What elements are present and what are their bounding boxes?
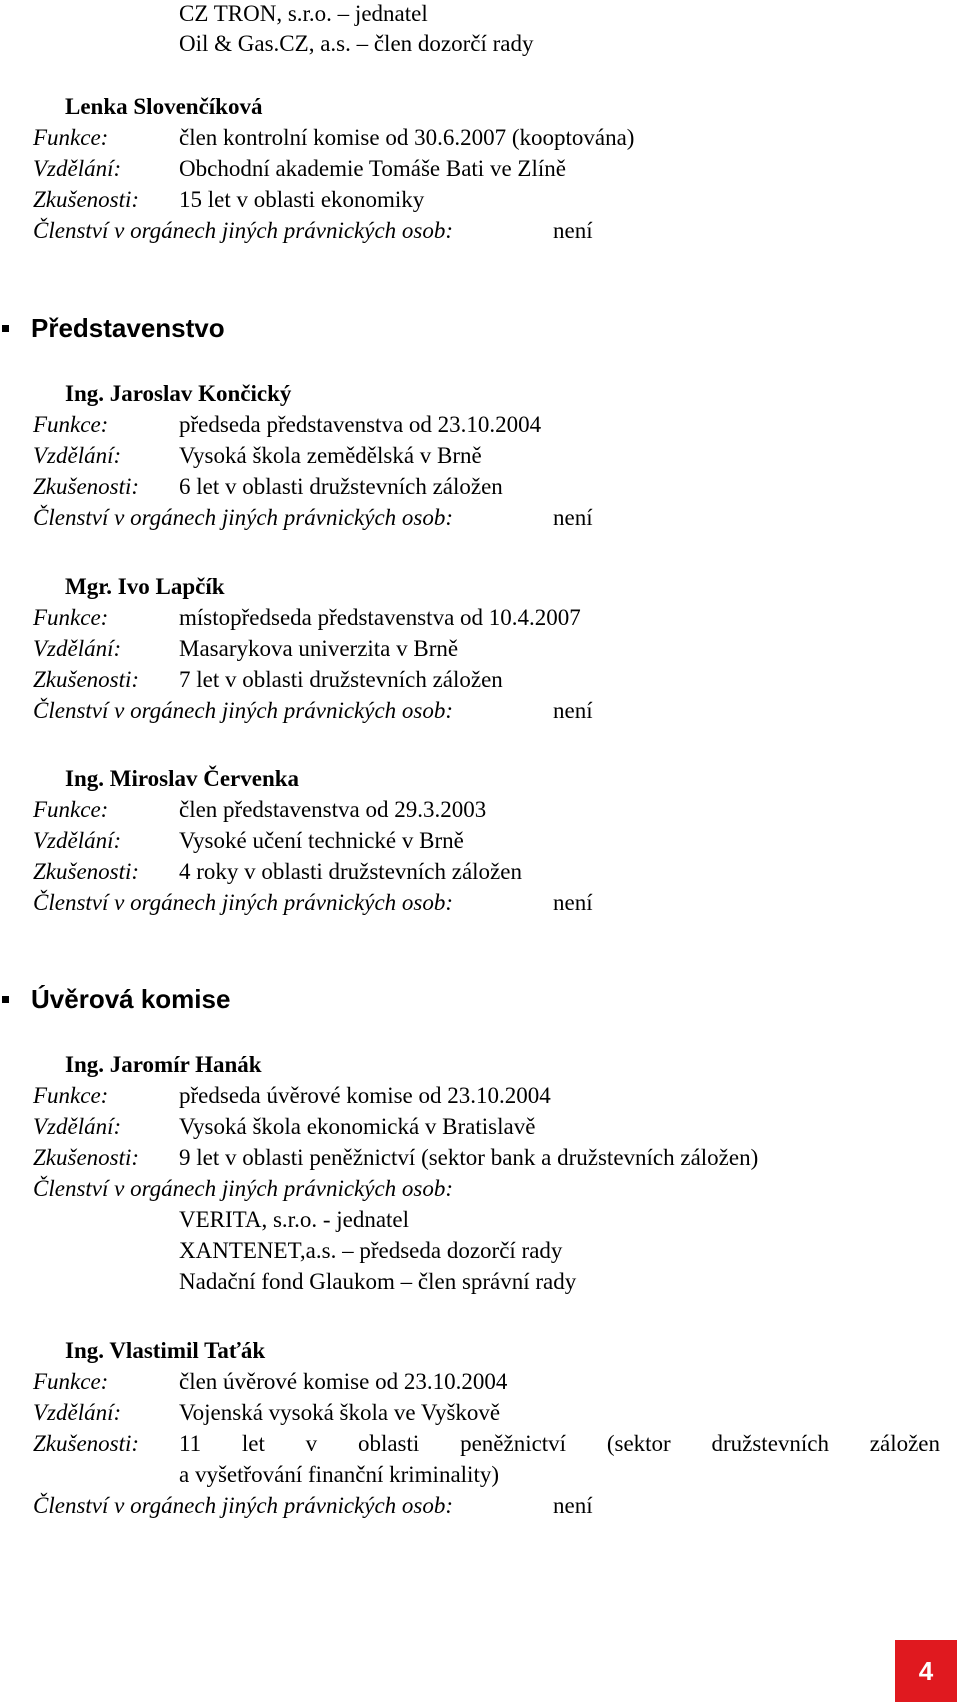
funkce-label: Funkce: xyxy=(33,412,109,437)
membership-line: CZ TRON, s.r.o. – jednatel xyxy=(179,1,428,26)
person-name: Ing. Jaromír Hanák xyxy=(65,1052,262,1077)
funkce-label: Funkce: xyxy=(33,797,109,822)
vzdelani-label: Vzdělání: xyxy=(33,1114,122,1139)
zkusenosti-label: Zkušenosti: xyxy=(33,667,140,692)
clenstvi-label: Členství v orgánech jiných právnických osob: xyxy=(33,698,454,723)
vzdelani-value: Vysoká škola zemědělská v Brně xyxy=(179,443,482,468)
zkusenosti-value-continued: a vyšetřování finanční kriminality) xyxy=(179,1462,499,1487)
funkce-label: Funkce: xyxy=(33,1083,109,1108)
zkusenosti-label: Zkušenosti: xyxy=(33,187,140,212)
section-heading-uverova-komise xyxy=(0,982,230,1016)
clenstvi-label: Členství v orgánech jiných právnických osob: xyxy=(33,218,454,243)
zkusenosti-value: 6 let v oblasti družstevních záložen xyxy=(179,474,503,499)
funkce-value: předseda úvěrové komise od 23.10.2004 xyxy=(179,1083,551,1108)
membership-line: Oil & Gas.CZ, a.s. – člen dozorčí rady xyxy=(179,31,534,56)
clenstvi-value: není xyxy=(553,698,593,723)
zkusenosti-label: Zkušenosti: xyxy=(33,474,140,499)
vzdelani-label: Vzdělání: xyxy=(33,1400,122,1425)
section-heading-predstavenstvo xyxy=(0,311,225,345)
section-heading-text: Představenstvo xyxy=(31,313,225,343)
zkusenosti-value: 15 let v oblasti ekonomiky xyxy=(179,187,425,212)
vzdelani-label: Vzdělání: xyxy=(33,828,122,853)
funkce-value: člen úvěrové komise od 23.10.2004 xyxy=(179,1369,508,1394)
funkce-value: člen kontrolní komise od 30.6.2007 (kooptována) xyxy=(179,125,635,150)
funkce-label: Funkce: xyxy=(33,1369,109,1394)
funkce-value: předseda představenstva od 23.10.2004 xyxy=(179,412,542,437)
vzdelani-value: Vojenská vysoká škola ve Vyškově xyxy=(179,1400,501,1425)
clenstvi-label: Členství v orgánech jiných právnických osob: xyxy=(33,1176,454,1201)
clenstvi-value: není xyxy=(553,505,593,530)
person-name: Ing. Vlastimil Taťák xyxy=(65,1338,266,1363)
clenstvi-value: není xyxy=(553,890,593,915)
membership-line: Nadační fond Glaukom – člen správní rady xyxy=(179,1269,577,1294)
vzdelani-label: Vzdělání: xyxy=(33,636,122,661)
person-name: Ing. Miroslav Červenka xyxy=(65,766,300,791)
funkce-label: Funkce: xyxy=(33,125,109,150)
zkusenosti-label: Zkušenosti: xyxy=(33,1145,140,1170)
clenstvi-label: Členství v orgánech jiných právnických osob: xyxy=(33,1493,454,1518)
membership-line: XANTENET,a.s. – předseda dozorčí rady xyxy=(179,1238,563,1263)
clenstvi-value: není xyxy=(553,218,593,243)
zkusenosti-value: 9 let v oblasti peněžnictví (sektor bank a družstevních záložen) xyxy=(179,1145,759,1170)
zkusenosti-label: Zkušenosti: xyxy=(33,859,140,884)
square-bullet-icon xyxy=(2,325,9,332)
zkusenosti-value: 7 let v oblasti družstevních záložen xyxy=(179,667,503,692)
funkce-value: člen představenstva od 29.3.2003 xyxy=(179,797,487,822)
zkusenosti-value: 4 roky v oblasti družstevních záložen xyxy=(179,859,522,884)
section-heading-text: Úvěrová komise xyxy=(31,984,231,1014)
clenstvi-label: Členství v orgánech jiných právnických osob: xyxy=(33,890,454,915)
clenstvi-value: není xyxy=(553,1493,593,1518)
zkusenosti-label: Zkušenosti: xyxy=(33,1431,140,1456)
vzdelani-value: Masarykova univerzita v Brně xyxy=(179,636,459,661)
person-name: Lenka Slovenčíková xyxy=(65,94,263,119)
person-name: Mgr. Ivo Lapčík xyxy=(65,574,225,599)
page-number-badge: 4 xyxy=(895,1640,957,1702)
funkce-label: Funkce: xyxy=(33,605,109,630)
person-name: Ing. Jaroslav Končický xyxy=(65,381,292,406)
vzdelani-label: Vzdělání: xyxy=(33,156,122,181)
vzdelani-value: Vysoké učení technické v Brně xyxy=(179,828,464,853)
vzdelani-value: Vysoká škola ekonomická v Bratislavě xyxy=(179,1114,536,1139)
funkce-value: místopředseda představenstva od 10.4.2007 xyxy=(179,605,581,630)
membership-line: VERITA, s.r.o. - jednatel xyxy=(179,1207,410,1232)
square-bullet-icon xyxy=(2,996,9,1003)
zkusenosti-value: 11 let v oblasti peněžnictví (sektor družstevních záložen xyxy=(179,1431,940,1456)
vzdelani-label: Vzdělání: xyxy=(33,443,122,468)
vzdelani-value: Obchodní akademie Tomáše Bati ve Zlíně xyxy=(179,156,566,181)
clenstvi-label: Členství v orgánech jiných právnických osob: xyxy=(33,505,454,530)
